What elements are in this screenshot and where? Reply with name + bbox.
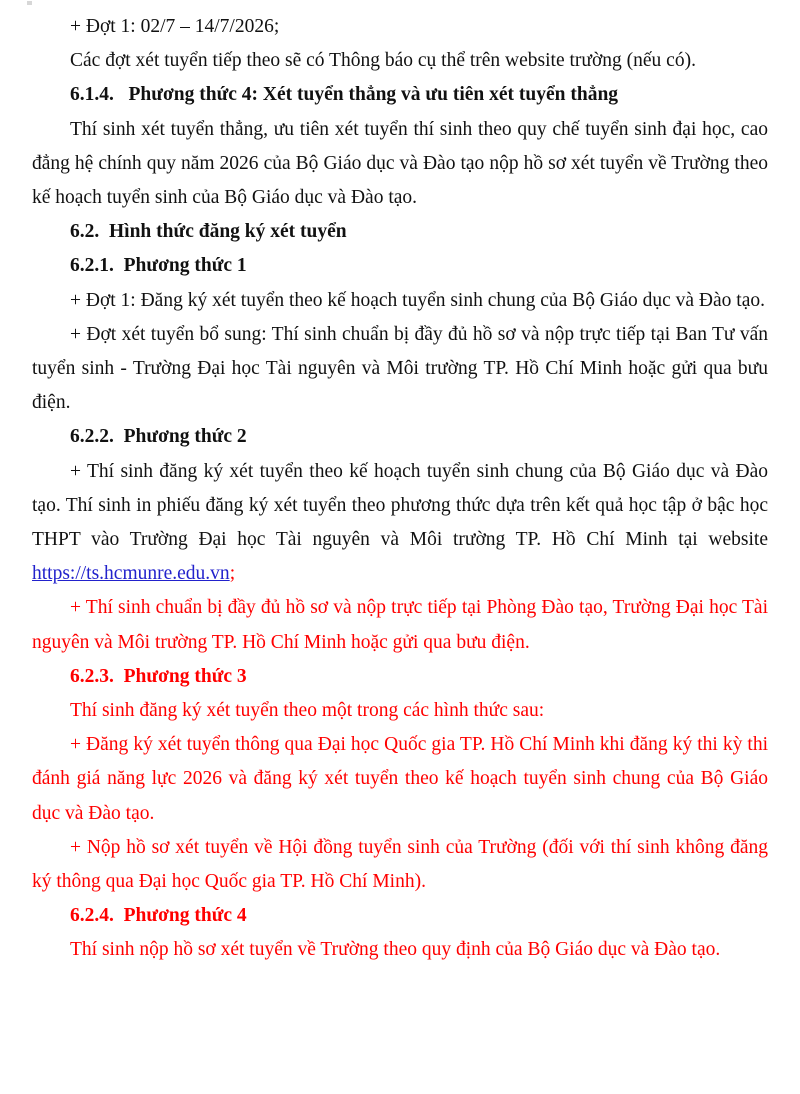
heading-6-2-1-number: 6.2.1. xyxy=(70,255,114,277)
heading-6-2-3-number: 6.2.3. xyxy=(70,665,114,687)
heading-6-2-2-text: Phương thức 2 xyxy=(123,426,247,448)
heading-6-2-2 xyxy=(32,420,768,454)
heading-6-1-4-number: 6.1.4. xyxy=(70,84,114,106)
heading-6-2-4 xyxy=(32,899,768,933)
heading-6-1-4-text: Phương thức 4: Xét tuyển thẳng và ưu tiên xét tuyển thẳng xyxy=(128,84,619,106)
paragraph-dot-1-dates: + Đợt 1: 02/7 – 14/7/2026; xyxy=(70,16,280,37)
paragraph-6-2-2-a xyxy=(32,455,768,592)
paragraph-6-2-1-a: + Đợt 1: Đăng ký xét tuyển theo kế hoạch tuyển sinh chung của Bộ Giáo dục và Đào tạo. xyxy=(70,289,765,311)
paragraph-6-2-2-a-lead: + Thí sinh đăng ký xét tuyển theo kế hoạch tuyển sinh chung của Bộ Giáo dục và Đào tạo. Thí sinh in phiếu đăng ký xét tuyển theo phương thức dựa trên kết quả học tập ở bậc học THPT vào Trường Đại học Tài nguyên và Môi trường TP. Hồ Chí Minh tại website xyxy=(32,460,768,551)
heading-6-1-4 xyxy=(32,78,768,112)
paragraph-6-2-3-a: + Đăng ký xét tuyển thông qua Đại học Quốc gia TP. Hồ Chí Minh khi đăng ký thi kỳ thi đánh giá năng lực 2026 và đăng ký xét tuyển theo kế hoạch tuyển sinh chung của Bộ Giáo dục và Đào tạo. xyxy=(32,734,768,824)
paragraph-subsequent-rounds: Các đợt xét tuyển tiếp theo sẽ có Thông báo cụ thể trên website trường (nếu có). xyxy=(70,50,696,72)
admissions-website-link[interactable]: https://ts.hcmunre.edu.vn xyxy=(32,563,230,585)
heading-6-2-number: 6.2. xyxy=(70,221,100,243)
scan-artifact-speck xyxy=(27,1,32,5)
paragraph-6-1-4-body: Thí sinh xét tuyển thẳng, ưu tiên xét tuyển thí sinh theo quy chế tuyển sinh đại học, cao đẳng hệ chính quy năm 2026 của Bộ Giáo dục và Đào tạo nộp hồ sơ xét tuyển về Trường theo kế hoạch tuyển sinh của Bộ Giáo dục và Đào tạo. xyxy=(32,118,768,209)
document-body xyxy=(32,10,768,968)
paragraph-6-2-1-b: + Đợt xét tuyển bổ sung: Thí sinh chuẩn bị đầy đủ hồ sơ và nộp trực tiếp tại Ban Tư vấn tuyển sinh - Trường Đại học Tài nguyên và Môi trường TP. Hồ Chí Minh hoặc gửi qua bưu điện. xyxy=(32,323,768,414)
paragraph-6-2-2-b: + Thí sinh chuẩn bị đầy đủ hồ sơ và nộp trực tiếp tại Phòng Đào tạo, Trường Đại học Tài nguyên và Môi trường TP. Hồ Chí Minh hoặc gửi qua bưu điện. xyxy=(32,597,768,653)
heading-6-2-3-text: Phương thức 3 xyxy=(123,665,247,687)
heading-6-2-3 xyxy=(32,660,768,694)
heading-6-2 xyxy=(32,215,768,249)
heading-6-2-2-number: 6.2.2. xyxy=(70,426,114,448)
paragraph-6-2-3-b: + Nộp hồ sơ xét tuyển về Hội đồng tuyển sinh của Trường (đối với thí sinh không đăng ký thông qua Đại học Quốc gia TP. Hồ Chí Minh). xyxy=(32,836,768,893)
heading-6-2-1-text: Phương thức 1 xyxy=(123,255,247,277)
heading-6-2-1 xyxy=(32,249,768,283)
heading-6-2-4-text: Phương thức 4 xyxy=(123,905,247,927)
heading-6-2-text: Hình thức đăng ký xét tuyển xyxy=(109,221,347,243)
paragraph-6-2-3-intro: Thí sinh đăng ký xét tuyển theo một trong các hình thức sau: xyxy=(70,700,545,722)
heading-6-2-4-number: 6.2.4. xyxy=(70,905,114,927)
paragraph-6-2-2-a-trailing-punctuation: ; xyxy=(229,563,236,585)
paragraph-6-2-4-body: Thí sinh nộp hồ sơ xét tuyển về Trường theo quy định của Bộ Giáo dục và Đào tạo. xyxy=(70,939,721,961)
